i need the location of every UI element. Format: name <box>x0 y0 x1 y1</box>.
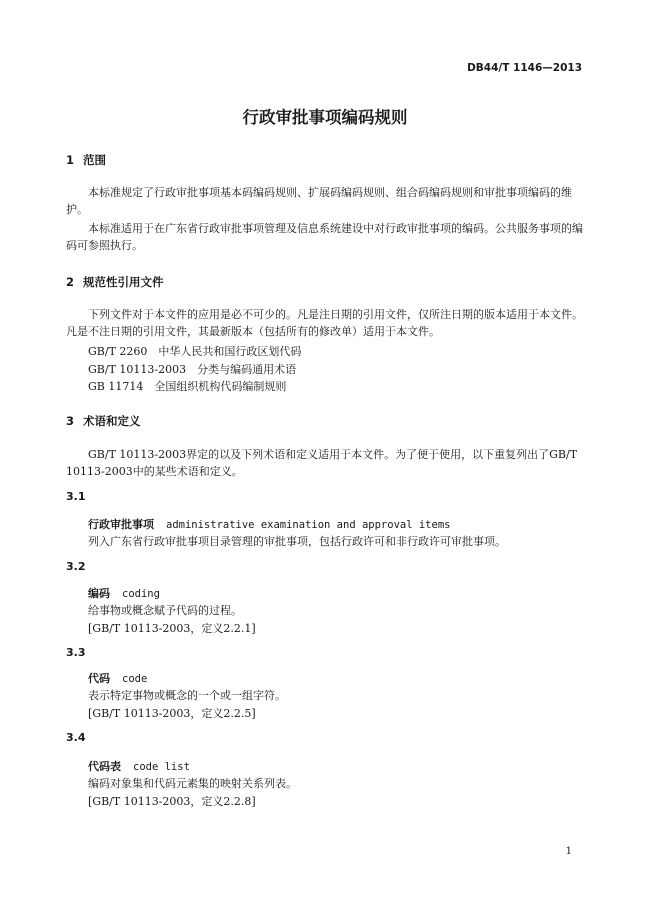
page-title: 行政审批事项编码规则 <box>242 108 408 127</box>
term-definition: 列入广东省行政审批事项目录管理的审批事项，包括行政许可和非行政许可审批事项。 <box>88 535 506 548</box>
section-1-heading <box>66 152 106 168</box>
term-en: administrative examination and approval items <box>166 519 451 531</box>
reference-item: GB 11714 全国组织机构代码编制规则 <box>88 380 287 393</box>
term-definition: 给事物或概念赋予代码的过程。 <box>88 604 242 617</box>
term-definition: 编码对象集和代码元素集的映射关系列表。 <box>88 777 297 790</box>
term-source: [GB/T 10113-2003，定义2.2.8] <box>88 795 256 808</box>
term-en: code <box>122 673 148 685</box>
term-heading <box>88 585 160 601</box>
section-2-paragraph: 下列文件对于本文件的应用是必不可少的。凡是注日期的引用文件，仅所注日期的版本适用于本文件。凡是不注日期的引用文件，其最新版本（包括所有的修改单）适用于本文件。 <box>66 308 583 338</box>
section-2-title: 规范性引用文件 <box>83 275 164 289</box>
term-heading <box>88 516 450 532</box>
section-1-paragraph-1: 本标准规定了行政审批事项基本码编码规则、扩展码编码规则、组合码编码规则和审批事项编码的维护。 <box>66 186 572 216</box>
term-number: 3.2 <box>66 560 86 573</box>
section-2-heading <box>66 274 164 290</box>
term-en: coding <box>122 588 160 600</box>
term-number: 3.4 <box>66 731 86 744</box>
section-3-number: 3 <box>66 414 75 428</box>
reference-item: GB/T 10113-2003 分类与编码通用术语 <box>88 363 297 376</box>
term-zh: 行政审批事项 <box>88 518 154 531</box>
section-1-paragraph-2: 本标准适用于在广东省行政审批事项管理及信息系统建设中对行政审批事项的编码。公共服务事项的编码可参照执行。 <box>66 222 583 252</box>
section-1-number: 1 <box>66 153 75 167</box>
section-2-number: 2 <box>66 275 75 289</box>
section-3-paragraph: GB/T 10113-2003界定的以及下列术语和定义适用于本文件。为了便于使用，以下重复列出了GB/T 10113-2003中的某些术语和定义。 <box>66 448 578 478</box>
document-code: DB44/T 1146—2013 <box>467 62 582 74</box>
term-number: 3.1 <box>66 490 86 503</box>
term-source: [GB/T 10113-2003，定义2.2.5] <box>88 707 256 720</box>
term-source: [GB/T 10113-2003，定义2.2.1] <box>88 622 256 635</box>
term-number: 3.3 <box>66 646 86 659</box>
term-zh: 代码表 <box>88 760 121 773</box>
section-1-title: 范围 <box>83 153 106 167</box>
term-heading <box>88 758 190 774</box>
term-en: code list <box>133 761 190 773</box>
term-zh: 编码 <box>88 587 110 600</box>
term-definition: 表示特定事物或概念的一个或一组字符。 <box>88 689 286 702</box>
page-number: 1 <box>565 846 572 857</box>
term-zh: 代码 <box>88 672 110 685</box>
section-3-title: 术语和定义 <box>83 414 141 428</box>
term-heading <box>88 670 147 686</box>
reference-item: GB/T 2260 中华人民共和国行政区划代码 <box>88 345 302 358</box>
section-3-heading <box>66 413 141 429</box>
